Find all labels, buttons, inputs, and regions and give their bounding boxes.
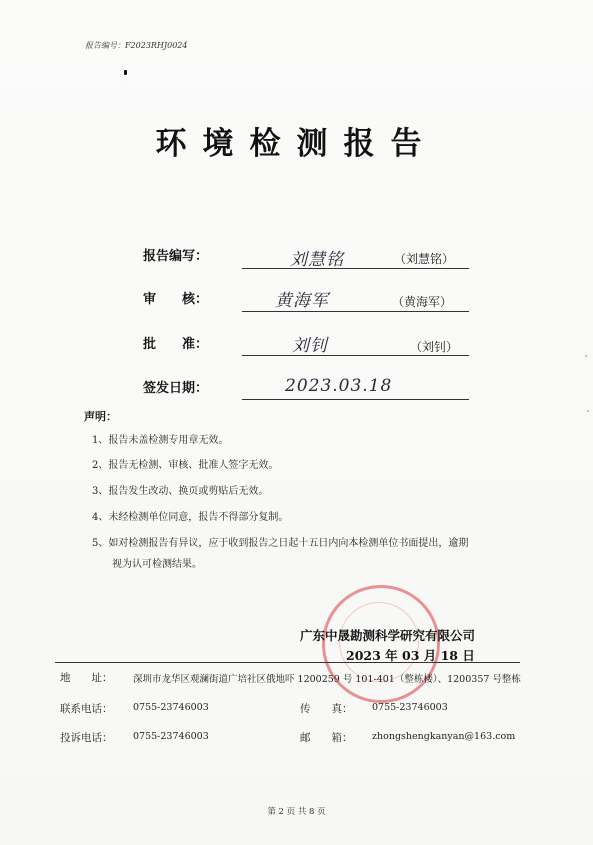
phone-value: 0755-23746003	[133, 702, 209, 713]
reviewer-label: 审 核：	[143, 292, 209, 307]
author-name: （刘慧铭）	[394, 252, 455, 266]
declaration-item: 2、报告无检测、审核、批准人签字无效。	[92, 460, 279, 471]
declaration-item: 4、未经检测单位同意，报告不得部分复制。	[92, 512, 289, 523]
author-label: 报告编写：	[143, 249, 209, 264]
report-title: 环境检测报告	[155, 126, 438, 162]
page-number: 第 2 页 共 8 页	[267, 807, 326, 817]
contact-divider	[55, 662, 520, 663]
phone-label: 联系电话：	[60, 703, 113, 715]
approver-line	[242, 355, 469, 356]
approver-name: （刘钊）	[410, 340, 459, 354]
official-seal	[322, 585, 440, 703]
fax-label: 传 真：	[300, 703, 353, 715]
declaration-item: 1、报告未盖检测专用章无效。	[92, 435, 229, 446]
reviewer-signature: 黄海军	[275, 291, 329, 311]
reviewer-name: （黄海军）	[392, 295, 453, 309]
issue-date-signature: 2023.03.18	[285, 376, 393, 396]
complaint-phone-label: 投诉电话：	[60, 732, 113, 744]
report-number: 报告编号：F2023RHJ0024	[85, 41, 188, 50]
reviewer-line	[242, 311, 469, 312]
issuer-date: 2023 年 03 月 18 日	[346, 648, 475, 663]
email-value: zhongshengkanyan@163.com	[372, 731, 516, 742]
ink-dot	[124, 70, 127, 75]
author-line	[242, 268, 469, 269]
declaration-item: 3、报告发生改动、换页或剪贴后无效。	[92, 486, 269, 497]
issue-date-line	[242, 399, 469, 400]
declaration-title: 声明：	[84, 410, 117, 423]
issue-date-label: 签发日期：	[143, 381, 209, 396]
email-label: 邮 箱：	[300, 732, 353, 744]
declaration-item: 视为认可检测结果。	[112, 559, 202, 570]
complaint-phone-value: 0755-23746003	[133, 731, 209, 742]
approver-signature: 刘钊	[292, 336, 328, 356]
declaration-item: 5、如对检测报告有异议，应于收到报告之日起十五日内向本检测单位书面提出，逾期	[92, 538, 469, 549]
author-signature: 刘慧铭	[290, 250, 344, 270]
issuer-company: 广东中晟勘测科学研究有限公司	[300, 628, 476, 643]
address-value: 深圳市龙华区观澜街道广培社区俄地吓 1200259 号 101-401（整栋楼）、1200357 号整栋	[133, 674, 521, 685]
address-label: 地 址：	[60, 672, 113, 684]
fax-value: 0755-23746003	[372, 702, 448, 713]
edge-mark	[585, 355, 587, 357]
edge-mark	[587, 410, 589, 412]
approver-label: 批 准：	[143, 337, 209, 352]
